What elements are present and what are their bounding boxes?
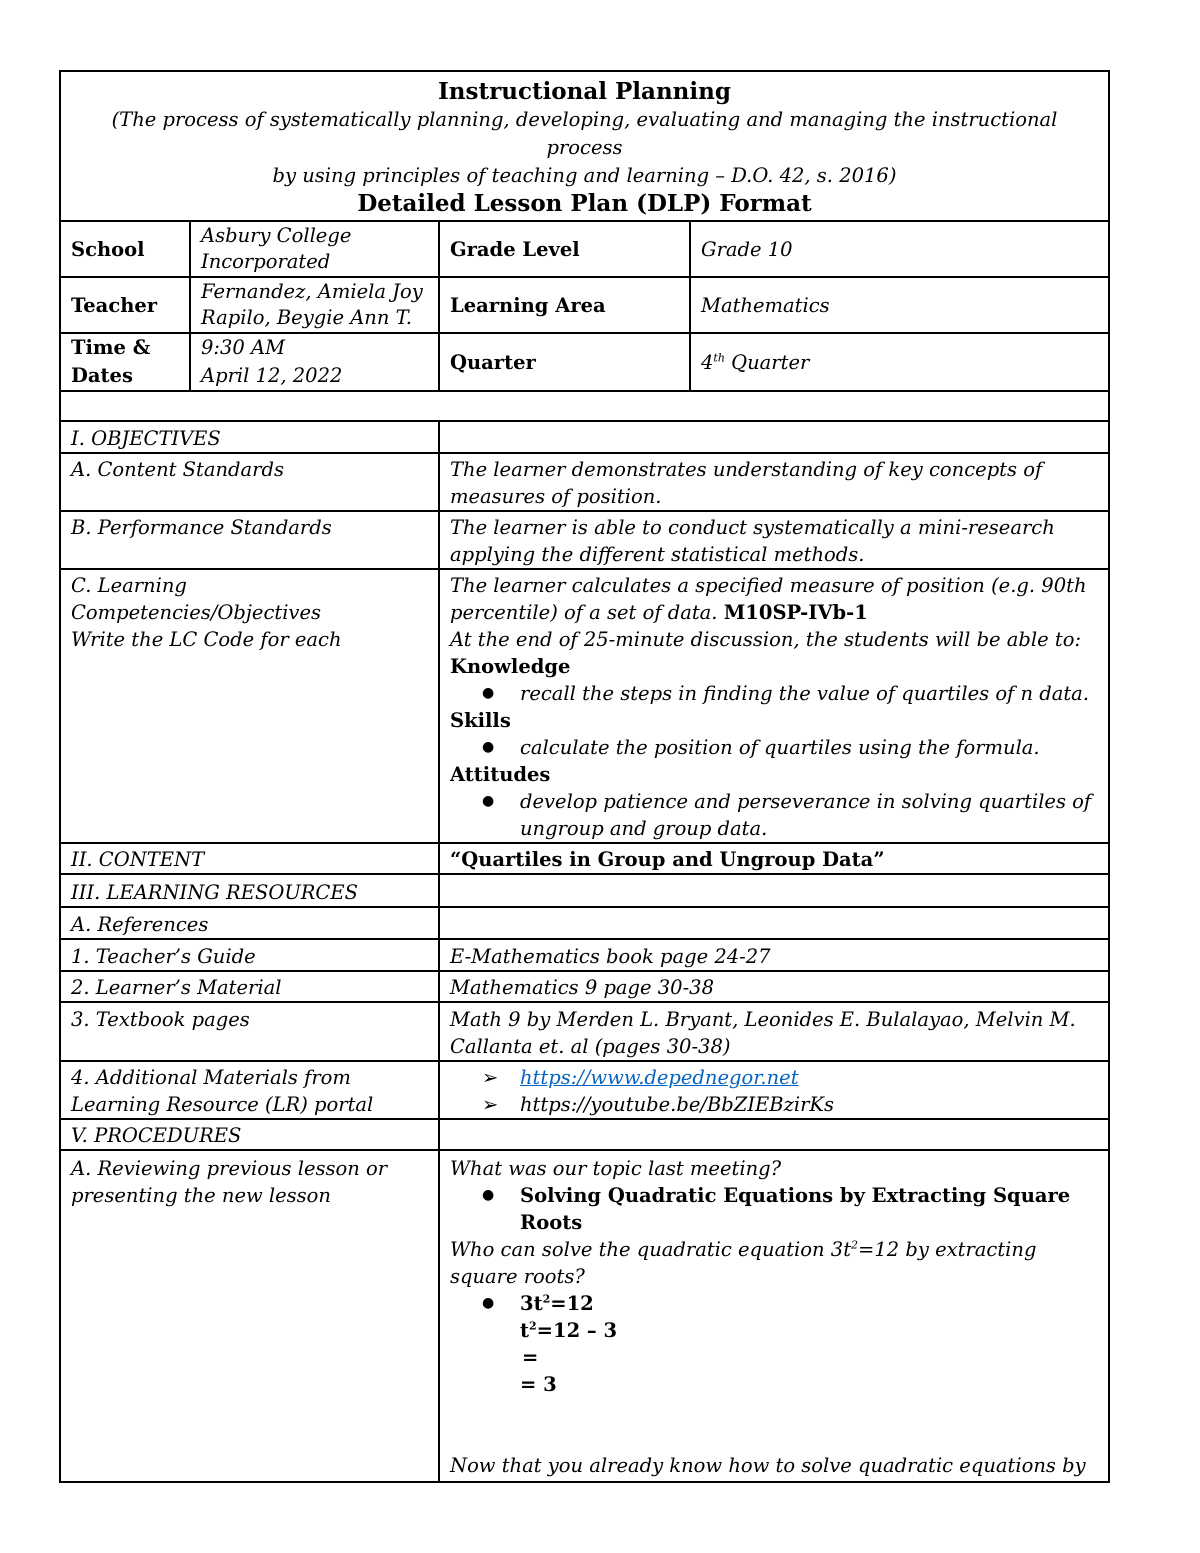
teachers-guide-label: 1. Teacher’s Guide bbox=[60, 939, 439, 971]
procedures-heading: V. PROCEDURES bbox=[60, 1119, 439, 1150]
reviewing-row bbox=[60, 1150, 1109, 1482]
additional-materials-row bbox=[60, 1061, 1109, 1119]
page-title: Instructional Planning bbox=[438, 78, 731, 105]
knowledge-item: ● recall the steps in finding the value of quartiles of n data. bbox=[520, 680, 1098, 707]
header-row bbox=[60, 71, 1109, 221]
school-row bbox=[60, 221, 1109, 277]
school-value-2: Incorporated bbox=[201, 250, 331, 273]
youtube-link: https://youtube.be/BbZIEBzirKs bbox=[520, 1093, 834, 1116]
textbook-label: 3. Textbook pages bbox=[60, 1002, 439, 1061]
lc-text: The learner calculates a specified measure of position (e.g. 90th percentile) of a set of data. bbox=[450, 574, 1087, 624]
school-label: School bbox=[60, 221, 190, 277]
subtitle-line-1: (The process of systematically planning, developing, evaluating and managing the instructional process bbox=[111, 108, 1058, 159]
learners-material-row bbox=[60, 971, 1109, 1002]
lc-intro: At the end of 25-minute discussion, the students will be able to: bbox=[450, 628, 1082, 651]
attitudes-item: ● develop patience and perseverance in solving quartiles of ungroup and group data. bbox=[520, 788, 1098, 842]
performance-standards-value: The learner is able to conduct systematically a mini-research applying the different statistical methods. bbox=[439, 511, 1109, 569]
resources-heading: III. LEARNING RESOURCES bbox=[60, 874, 439, 907]
lc-label-2: Competencies/Objectives bbox=[71, 601, 321, 624]
learners-material-value: Mathematics 9 page 30-38 bbox=[439, 971, 1109, 1002]
skills-item: ● calculate the position of quartiles using the formula. bbox=[520, 734, 1098, 761]
equation-line-2: $t^2=12 - 3$ bbox=[520, 1319, 618, 1342]
learning-competencies-row bbox=[60, 569, 1109, 843]
references-row bbox=[60, 907, 1109, 939]
time-row bbox=[60, 333, 1109, 391]
content-value: “Quartiles in Group and Ungroup Data” bbox=[439, 843, 1109, 874]
teacher-label: Teacher bbox=[60, 277, 190, 333]
previous-topic: ● Solving Quadratic Equations by Extracting Square Roots bbox=[520, 1182, 1098, 1236]
plan-table bbox=[59, 390, 1110, 1483]
review-question-1: What was our topic last meeting? bbox=[450, 1157, 782, 1180]
objectives-heading: I. OBJECTIVES bbox=[60, 421, 439, 453]
lesson-plan-document bbox=[59, 70, 1110, 1483]
equation-line-1: ● $3t^2=12$ bbox=[520, 1290, 1098, 1317]
content-standards-value: The learner demonstrates understanding of key concepts of measures of position. bbox=[439, 453, 1109, 511]
closing-text: Now that you already know how to solve quadratic equations by bbox=[450, 1454, 1086, 1477]
time-value-1: 9:30 AM bbox=[201, 336, 286, 359]
grade-label: Grade Level bbox=[439, 221, 690, 277]
knowledge-label: Knowledge bbox=[450, 655, 571, 678]
teacher-row bbox=[60, 277, 1109, 333]
lc-label-1: C. Learning bbox=[71, 574, 187, 597]
teacher-value-1: Fernandez, Amiela Joy bbox=[201, 280, 423, 303]
content-standards-row bbox=[60, 453, 1109, 511]
time-label-1: Time & bbox=[71, 336, 151, 359]
references-label: A. References bbox=[60, 907, 439, 939]
spacer-row bbox=[60, 391, 1109, 421]
format-title: Detailed Lesson Plan (DLP) Format bbox=[357, 190, 812, 217]
lc-code: M10SP-IVb-1 bbox=[723, 601, 868, 624]
performance-standards-row bbox=[60, 511, 1109, 569]
additional-materials-label-1: 4. Additional Materials from bbox=[71, 1066, 351, 1089]
review-question-2: Who can solve the quadratic equation $3t^2=12$ by extracting square roots? bbox=[450, 1238, 1037, 1288]
grade-value: Grade 10 bbox=[690, 221, 1109, 277]
learners-material-label: 2. Learner’s Material bbox=[60, 971, 439, 1002]
subtitle-line-2: by using principles of teaching and learning – D.O. 42, s. 2016) bbox=[272, 164, 897, 187]
content-standards-label: A. Content Standards bbox=[60, 453, 439, 511]
textbook-value: Math 9 by Merden L. Bryant, Leonides E. Bulalayao, Melvin M. Callanta et. al (pages 30-38) bbox=[439, 1002, 1109, 1061]
time-value-2: April 12, 2022 bbox=[201, 364, 343, 387]
teachers-guide-value: E-Mathematics book page 24-27 bbox=[439, 939, 1109, 971]
time-label-2: Dates bbox=[71, 364, 133, 387]
textbook-row bbox=[60, 1002, 1109, 1061]
reviewing-label: A. Reviewing previous lesson or presenting the new lesson bbox=[60, 1150, 439, 1482]
performance-standards-label: B. Performance Standards bbox=[60, 511, 439, 569]
depednegor-link[interactable]: https://www.depednegor.net bbox=[520, 1066, 799, 1089]
quarter-label: Quarter bbox=[439, 333, 690, 391]
procedures-row bbox=[60, 1119, 1109, 1150]
quarter-value: 4th Quarter bbox=[690, 333, 1109, 391]
attitudes-label: Attitudes bbox=[450, 763, 551, 786]
teacher-value-2: Rapilo, Beygie Ann T. bbox=[201, 306, 412, 329]
content-label: II. CONTENT bbox=[60, 843, 439, 874]
lc-label-3: Write the LC Code for each bbox=[71, 628, 342, 651]
equation-line-4: = 3 bbox=[520, 1373, 557, 1396]
area-label: Learning Area bbox=[439, 277, 690, 333]
additional-materials-label-2: Learning Resource (LR) portal bbox=[71, 1093, 374, 1116]
equation-line-3: = bbox=[522, 1346, 539, 1369]
area-value: Mathematics bbox=[690, 277, 1109, 333]
teachers-guide-row bbox=[60, 939, 1109, 971]
school-value-1: Asbury College bbox=[201, 224, 352, 247]
header-table bbox=[59, 70, 1110, 392]
skills-label: Skills bbox=[450, 709, 511, 732]
objectives-row bbox=[60, 421, 1109, 453]
resources-row bbox=[60, 874, 1109, 907]
content-row bbox=[60, 843, 1109, 874]
